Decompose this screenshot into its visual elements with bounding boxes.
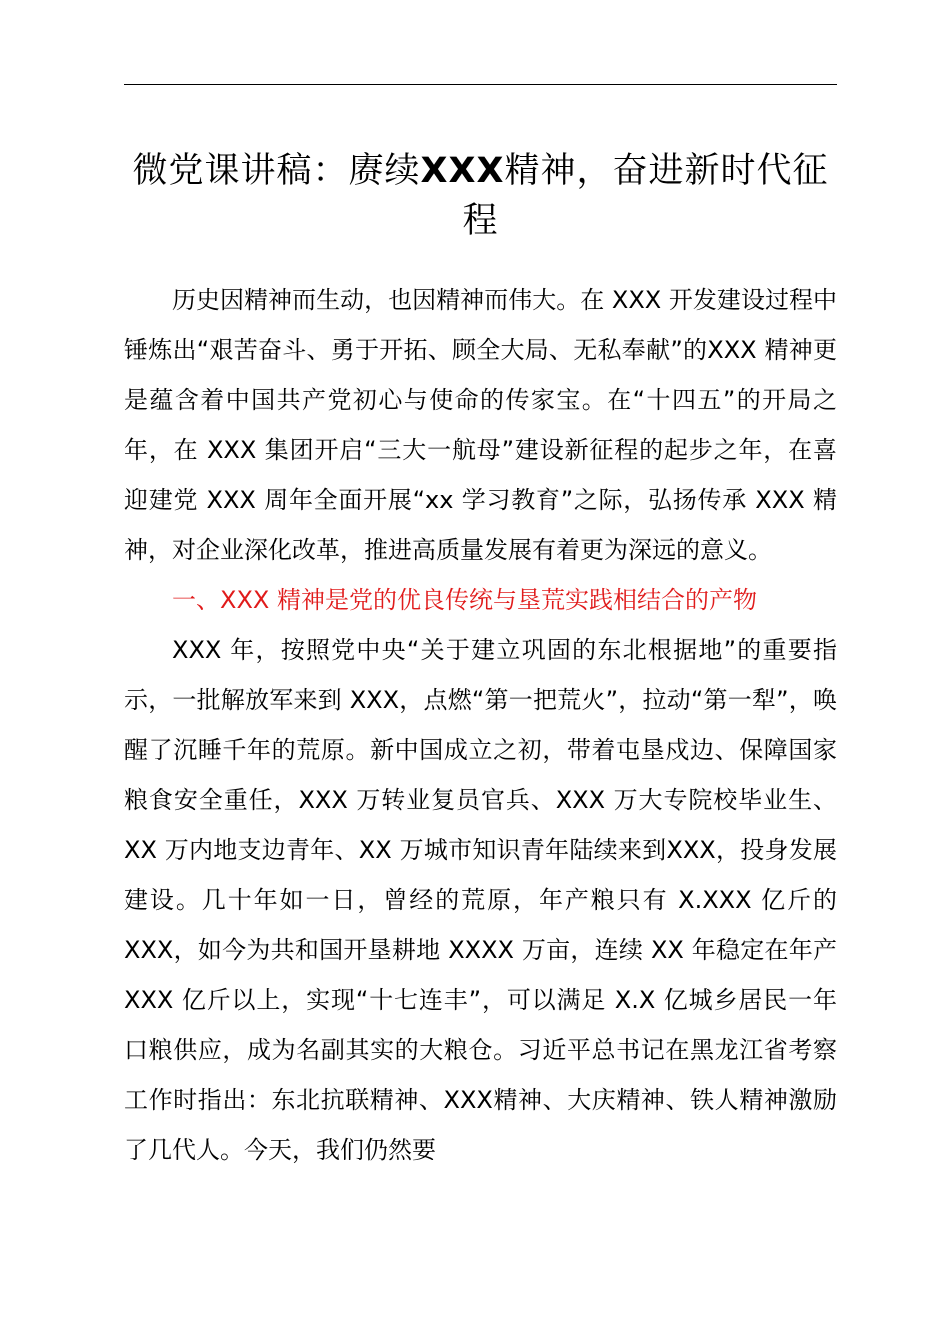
body-paragraph: XXX 年，按照党中央“关于建立巩固的东北根据地”的重要指示，一批解放军来到 XXX，点燃“第一把荒火”，拉动“第一犁”，唤醒了沉睡千年的荒原。新中国成立之初，带着屯垦戍边、保障国家粮食安全重任，XXX 万转业复员官兵、XXX 万大专院校毕业生、XX 万内地支边青年、XX 万城市知识青年陆续来到XXX，投身发展建设。几十年如一日，曾经的荒原，年产粮只有 X.XXX 亿斤的 XXX，如今为共和国开垦耕地 XXXX 万亩，连续 XX 年稳定在年产 XXX 亿斤以上，实现“十七连丰”，可以满足 X.X 亿城乡居民一年口粮供应，成为名副其实的大粮仓。习近平总书记在黑龙江省考察工作时指出：东北抗联精神、XXX精神、大庆精神、铁人精神激励了几代人。今天，我们仍然要 <box>124 636 837 1164</box>
document-title <box>124 146 837 246</box>
header-rule <box>124 84 837 85</box>
intro-paragraph: 历史因精神而生动，也因精神而伟大。在 XXX 开发建设过程中锤炼出“艰苦奋斗、勇于开拓、顾全大局、无私奉献”的XXX 精神更是蕴含着中国共产党初心与使命的传家宝。在“十四五”的开局之年，在 XXX 集团开启“三大一航母”建设新征程的起步之年，在喜迎建党 XXX 周年全面开展“xx 学习教育”之际，弘扬传承 XXX 精神，对企业深化改革，推进高质量发展有着更为深远的意义。 <box>124 286 837 564</box>
document-body <box>124 275 837 1175</box>
title-text-end: 精神，奋进新时代征程 <box>462 151 829 241</box>
section-heading: 一、XXX 精神是党的优良传统与垦荒实践相结合的产物 <box>172 586 757 614</box>
title-text-bold: XXX <box>420 151 505 191</box>
title-text-start: 微党课讲稿：赓续 <box>132 151 421 191</box>
